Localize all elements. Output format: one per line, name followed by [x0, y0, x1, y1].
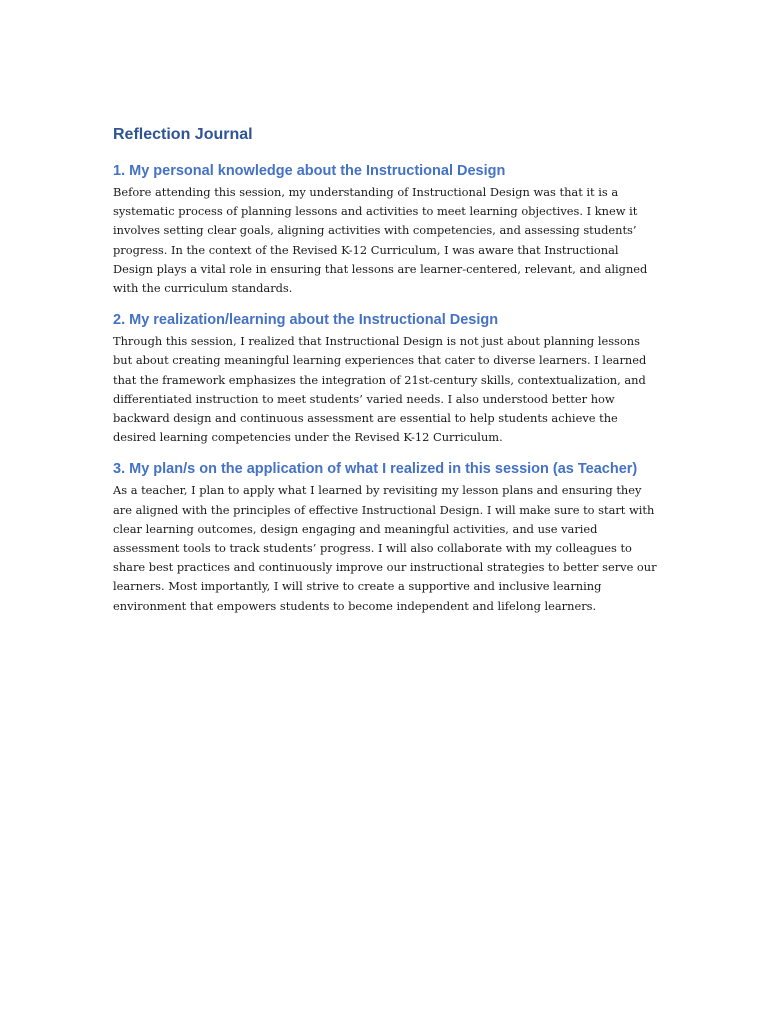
- section-heading: 1. My personal knowledge about the Instructional Design: [113, 163, 506, 179]
- section-heading: 3. My plan/s on the application of what I realized in this session (as Teacher): [113, 461, 638, 478]
- section-personal-knowledge: [113, 161, 658, 298]
- section-heading: 2. My realization/learning about the Instructional Design: [113, 312, 499, 329]
- section-body: As a teacher, I plan to apply what I learned by revisiting my lesson plans and ensuring they are aligned with the principles of effective Instructional Design. I will make sure to start with clear learning outcomes, design engaging and meaningful activities, and use varied assessment tools to track students’ progress. I will also collaborate with my colleagues to share best practices and continuously improve our instructional strategies to better serve our learners. Most importantly, I will strive to create a supportive and inclusive learning environment that empowers students to become independent and lifelong learners.: [113, 483, 657, 613]
- section-body: Through this session, I realized that Instructional Design is not just about planning lessons but about creating meaningful learning experiences that cater to diverse learners. I learned that the framework emphasizes the integration of 21st-century skills, contextualization, and differentiated instruction to meet students’ varied needs. I also understood better how backward design and continuous assessment are essential to help students achieve the desired learning competencies under the Revised K-12 Curriculum.: [113, 334, 647, 445]
- section-realization-learning: [113, 310, 658, 447]
- document-title: Reflection Journal: [113, 126, 253, 143]
- document-content: [113, 124, 658, 628]
- section-body: Before attending this session, my understanding of Instructional Design was that it is a systematic process of planning lessons and activities to meet learning objectives. I knew it involves setting clear goals, aligning activities with competencies, and assessing students’ progress. In the context of the Revised K-12 Curriculum, I was aware that Instructional Design plays a vital role in ensuring that lessons are learner-centered, relevant, and aligned with the curriculum standards.: [113, 185, 648, 296]
- section-application-plans: [113, 459, 658, 615]
